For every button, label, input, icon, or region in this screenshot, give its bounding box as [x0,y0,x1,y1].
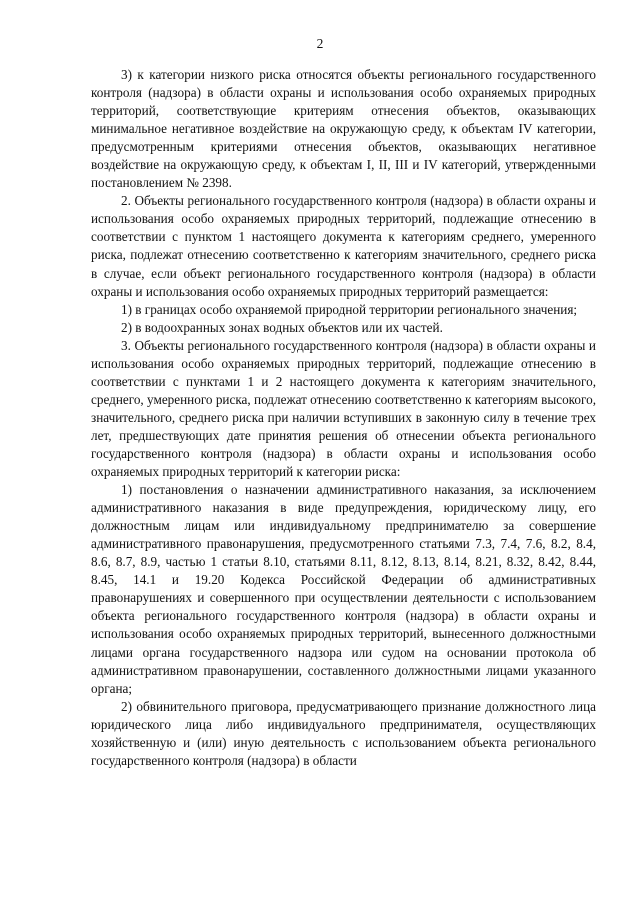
document-body [91,66,596,770]
page-number: 2 [316,36,324,51]
paragraph: 2) обвинительного приговора, предусматривающего признание должностного лица юридического лица либо индивидуального предпринимателя, осуществляющих хозяйственную и (или) иную деятельность с использованием объекта регионального государственного контроля (надзора) в области [91,698,596,768]
paragraph: 1) в границах особо охраняемой природной территории регионального значения; [121,301,578,317]
paragraph: 3. Объекты регионального государственного контроля (надзора) в области охраны и использования особо охраняемых природных территорий, подлежащие отнесению в соответствии с пунктами 1 и 2 настоящего документа к категориям значительного, среднего, умеренного риска, подлежат отнесению соответственно к категориям высокого, значительного, среднего риска при наличии вступивших в законную силу в течение трех лет, предшествующих дате принятия решения об отнесении объекта регионального государственного контроля (надзора) в области охраны и использования особо охраняемых природных территорий к категории риска: [91,337,596,480]
paragraph: 3) к категории низкого риска относятся объекты регионального государственного контроля (надзора) в области охраны и использования особо охраняемых природных территорий, соответствующие критериям отнесения объектов, оказывающих минимальное негативное воздействие на окружающую среду, к объектам IV категории, предусмотренным критериями отнесения объектов, оказывающих негативное воздействие на окружающую среду, к объектам I, II, III и IV категорий, утвержденными постановлением № 2398. [91,67,596,191]
paragraph: 1) постановления о назначении административного наказания, за исключением административного наказания в виде предупреждения, юридическому лицу, его должностным лицам или индивидуальному предпринимателю за совершение административного правонарушения, предусмотренного статьями 7.3, 7.4, 7.6, 8.2, 8.4, 8.6, 8.7, 8.9, частью 1 статьи 8.10, статьями 8.11, 8.12, 8.13, 8.14, 8.21, 8.32, 8.42, 8.44, 8.45, 14.1 и 19.20 Кодекса Российской Федерации об административных правонарушениях и совершенного при осуществлении деятельности с использованием объекта регионального государственного контроля (надзора) в области охраны и использования особо охраняемых природных территорий, вынесенного должностными лицами органа государственного надзора или судом на основании протокола об административном правонарушении, составленного должностными лицами указанного органа; [91,482,596,696]
paragraph: 2. Объекты регионального государственного контроля (надзора) в области охраны и использования особо охраняемых природных территорий, подлежащие отнесению в соответствии с пунктом 1 настоящего документа к категориям среднего, умеренного риска, подлежат отнесению соответственно к категориям значительного, среднего риска в случае, если объект регионального государственного контроля (надзора) в области охраны и использования особо охраняемых природных территорий размещается: [91,193,596,299]
paragraph: 2) в водоохранных зонах водных объектов или их частей. [121,319,443,335]
